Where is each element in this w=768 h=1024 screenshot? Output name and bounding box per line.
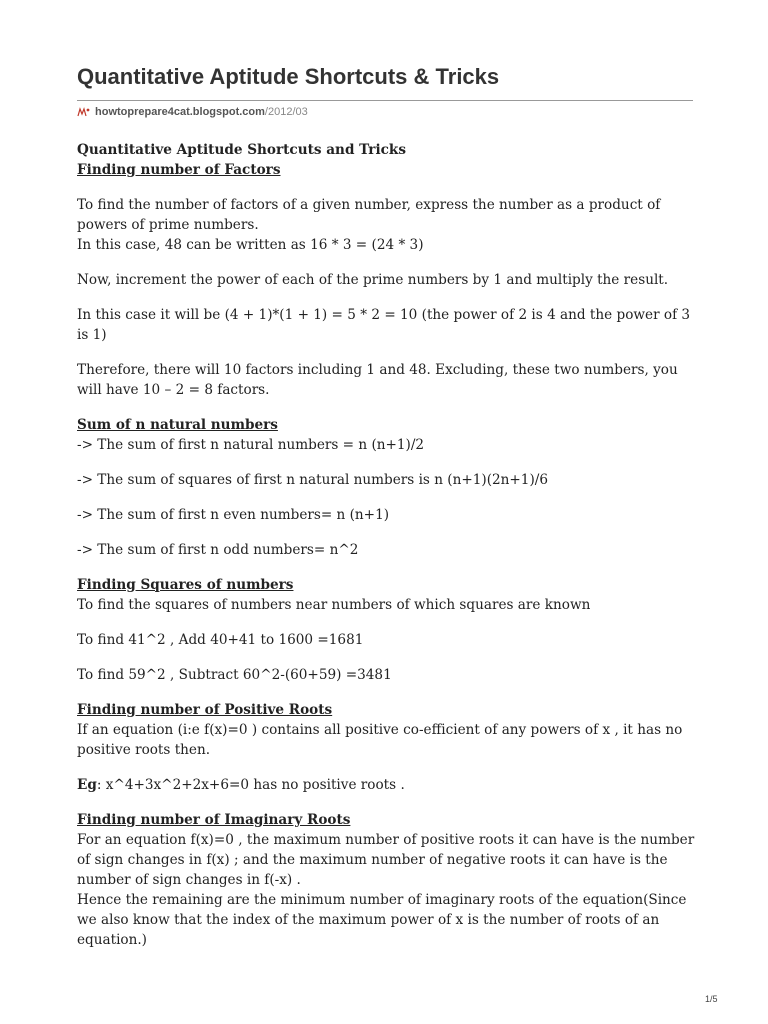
- paragraph: In this case it will be (4 + 1)*(1 + 1) = 5 * 2 = 10 (the power of 2 is 4 and the power of 3 is 1): [77, 307, 691, 343]
- example-paragraph: [77, 775, 697, 795]
- list-item: -> The sum of first n odd numbers= n^2: [77, 542, 359, 558]
- paragraph: To find 59^2 , Subtract 60^2-(60+59) =3481: [77, 667, 392, 683]
- source-line: [77, 106, 308, 118]
- example-text: : x^4+3x^2+2x+6=0 has no positive roots .: [96, 777, 405, 793]
- paragraph: To find the squares of numbers near numbers of which squares are known: [77, 597, 591, 613]
- section-heading-factors: Finding number of Factors: [77, 162, 281, 178]
- site-logo-icon: [77, 106, 90, 118]
- paragraph: Hence the remaining are the minimum number of imaginary roots of the equation(Since we also know that the index of the maximum power of x is the number of roots of an equation.): [77, 892, 687, 948]
- section-heading-sum: Sum of n natural numbers: [77, 417, 278, 433]
- list-item: -> The sum of first n natural numbers = n (n+1)/2: [77, 437, 425, 453]
- paragraph: For an equation f(x)=0 , the maximum number of positive roots it can have is the number of sign changes in f(x) ; and the maximum number of negative roots it can have is the number of sign changes in f(-x) .: [77, 832, 695, 888]
- page-number: 1/5: [705, 994, 718, 1004]
- paragraph: In this case, 48 can be written as 16 * 3 = (24 * 3): [77, 237, 424, 253]
- article-heading: Quantitative Aptitude Shortcuts and Tricks: [77, 142, 406, 158]
- title-divider: [77, 100, 693, 101]
- page-title: Quantitative Aptitude Shortcuts & Tricks: [77, 64, 500, 89]
- section-heading-imaginary-roots: Finding number of Imaginary Roots: [77, 812, 351, 828]
- list-item: -> The sum of first n even numbers= n (n+1): [77, 507, 390, 523]
- section-heading-positive-roots: Finding number of Positive Roots: [77, 702, 333, 718]
- list-item: -> The sum of squares of first n natural numbers is n (n+1)(2n+1)/6: [77, 472, 548, 488]
- source-path: /2012/03: [264, 106, 308, 118]
- paragraph: To find 41^2 , Add 40+41 to 1600 =1681: [77, 632, 364, 648]
- article-body: [77, 140, 697, 950]
- paragraph: To find the number of factors of a given number, express the number as a product of powers of prime numbers.: [77, 197, 661, 233]
- paragraph: Therefore, there will 10 factors including 1 and 48. Excluding, these two numbers, you will have 10 – 2 = 8 factors.: [77, 362, 678, 398]
- paragraph: If an equation (i:e f(x)=0 ) contains all positive co-efficient of any powers of x , it has no positive roots then.: [77, 722, 683, 758]
- section-heading-squares: Finding Squares of numbers: [77, 577, 294, 593]
- paragraph: Now, increment the power of each of the prime numbers by 1 and multiply the result.: [77, 272, 669, 288]
- source-link[interactable]: howtoprepare4cat.blogspot.com: [95, 106, 265, 118]
- example-label: Eg: [77, 777, 97, 793]
